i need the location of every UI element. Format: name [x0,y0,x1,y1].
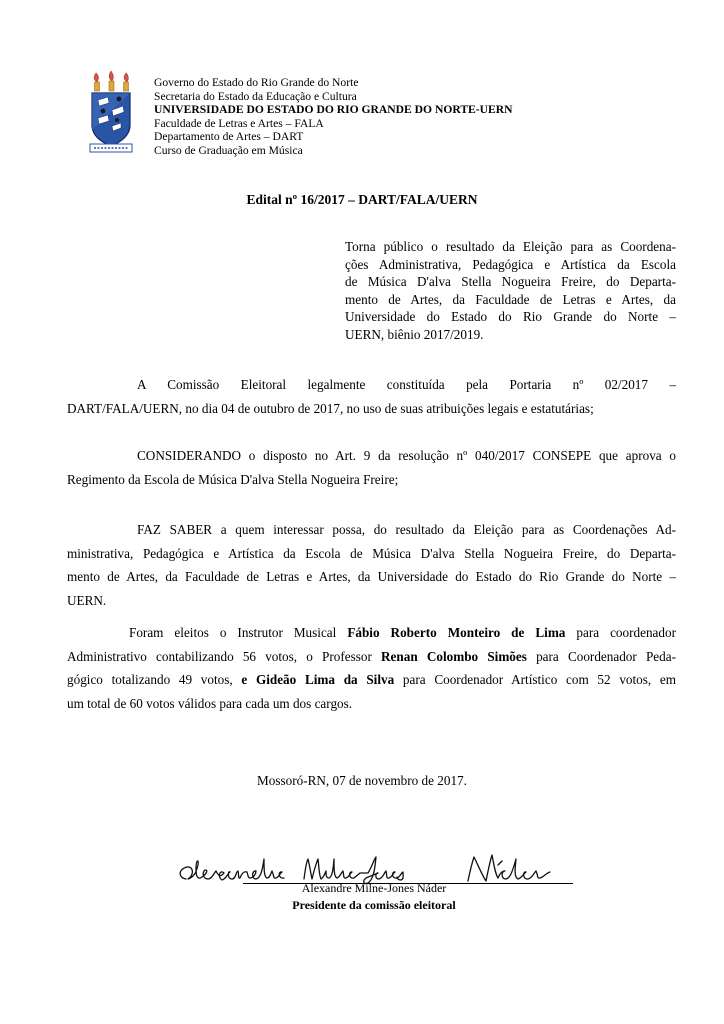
results-text: Foram eleitos o Instrutor Musical [129,625,348,640]
paragraph-line: Regimento da Escola de Música D'alva Stella Nogueira Freire; [67,471,399,487]
ementa-line: ções Administrativa, Pedagógica e Artística da Escola [345,256,676,272]
elected-administrative: Fábio Roberto Monteiro de Lima [347,625,566,640]
signer-name: Alexandre Milne-Jones Náder [301,881,447,895]
paragraph-commission [67,373,676,420]
paragraph-line: UERN. [67,592,107,608]
paragraph-line: CONSIDERANDO o disposto no Art. 9 da resolução nº 040/2017 CONSEPE que aprova o [137,448,676,463]
document-title: Edital nº 16/2017 – DART/FALA/UERN [246,192,478,207]
results-text: para Coordenador Peda- [526,648,676,664]
paragraph-line: A Comissão Eleitoral legalmente constituída pela Portaria nº 02/2017 – [137,377,676,392]
paragraph-line: DART/FALA/UERN, no dia 04 de outubro de 2017, no uso de suas atribuições legais e estatutárias; [67,400,594,416]
results-text: Administrativo contabilizando 56 votos, o Professor [67,648,382,664]
header-government: Governo do Estado do Rio Grande do Norte [154,76,359,89]
results-text: para coordenador [565,625,676,640]
header-university: UNIVERSIDADE DO ESTADO DO RIO GRANDE DO NORTE-UERN [154,103,513,116]
paragraph-line: mento de Artes, da Faculdade de Letras e Artes, da Universidade do Estado do Rio Grande do Norte – [67,569,676,584]
header-faculty: Faculdade de Letras e Artes – FALA [154,116,324,130]
ementa-line: Torna público o resultado da Eleição para as Coordena- [345,239,676,254]
institution-header [154,76,513,157]
ementa-line: UERN, biênio 2017/2019. [345,326,484,342]
paragraph-announcement [67,518,676,612]
ementa-line: Universidade do Estado do Rio Grande do Norte – [345,309,676,325]
ementa-line: de Música D'alva Stella Nogueira Freire, do Departa- [345,274,676,290]
results-text: para Coordenador Artístico com 52 votos, em [394,672,677,687]
header-department: Departamento de Artes – DART [154,130,304,143]
ementa-line: mento de Artes, da Faculdade de Letras e Artes, da [345,291,676,307]
header-secretariat: Secretaria do Estado da Educação e Cultura [154,89,357,103]
elected-pedagogical: Renan Colombo Simões [381,648,527,664]
paragraph-results [67,621,676,715]
ementa [345,238,676,344]
signer-role: Presidente da comissão eleitoral [292,898,456,912]
paragraph-line [67,645,676,669]
paragraph-line: ministrativa, Pedagógica e Artística da Escola de Música D'alva Stella Nogueira Freire, do Departa- [67,545,676,561]
place-date: Mossoró-RN, 07 de novembro de 2017. [257,773,467,788]
paragraph-line: FAZ SABER a quem interessar possa, do resultado da Eleição para as Coordenações Ad- [137,522,676,537]
university-coat-of-arms-icon [88,70,134,156]
paragraph-line: um total de 60 votos válidos para cada um dos cargos. [67,695,353,711]
results-text: gógico totalizando 49 votos, [67,672,242,687]
header-course: Curso de Graduação em Música [154,143,303,157]
paragraph-considering [67,444,676,491]
paragraph-line [67,668,676,692]
paragraph-line [67,621,676,645]
elected-artistic: e Gideão Lima da Silva [241,672,395,687]
